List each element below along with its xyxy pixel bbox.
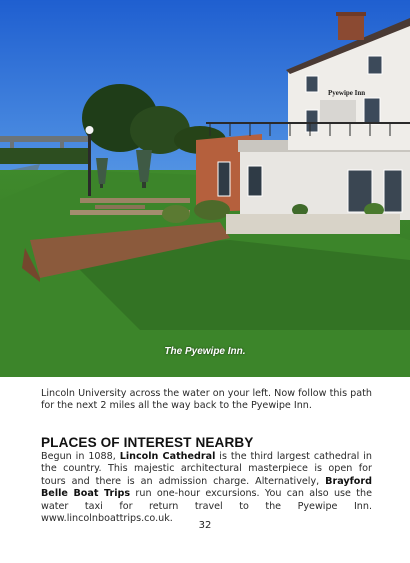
pub-sign: Pyewipe Inn: [328, 89, 366, 97]
intro-paragraph: Lincoln University across the water on your left. Now follow this path for the next 2 miles all the way back to the Pyewipe Inn.: [41, 388, 372, 412]
page-number: 32: [198, 520, 212, 531]
places-text-3: run one-hour excursions. You can also use the water taxi for return travel to the Pyewipe Inn. www.lincolnboattrips.co.uk.: [41, 488, 372, 525]
places-text-1: Begun in 1088,: [41, 451, 120, 462]
section-heading: PLACES OF INTEREST NEARBY: [41, 435, 254, 450]
brayford-belle-label: Brayford Belle Boat Trips: [41, 475, 372, 500]
photo-caption: The Pyewipe Inn.: [164, 346, 246, 357]
places-paragraph: [41, 451, 372, 525]
lincoln-cathedral-label: Lincoln Cathedral: [119, 451, 216, 462]
places-text-2: is the third largest cathedral in the country. This majestic architectural masterpiece is open for tours and there is an admission charge. Alternatively,: [41, 451, 372, 487]
